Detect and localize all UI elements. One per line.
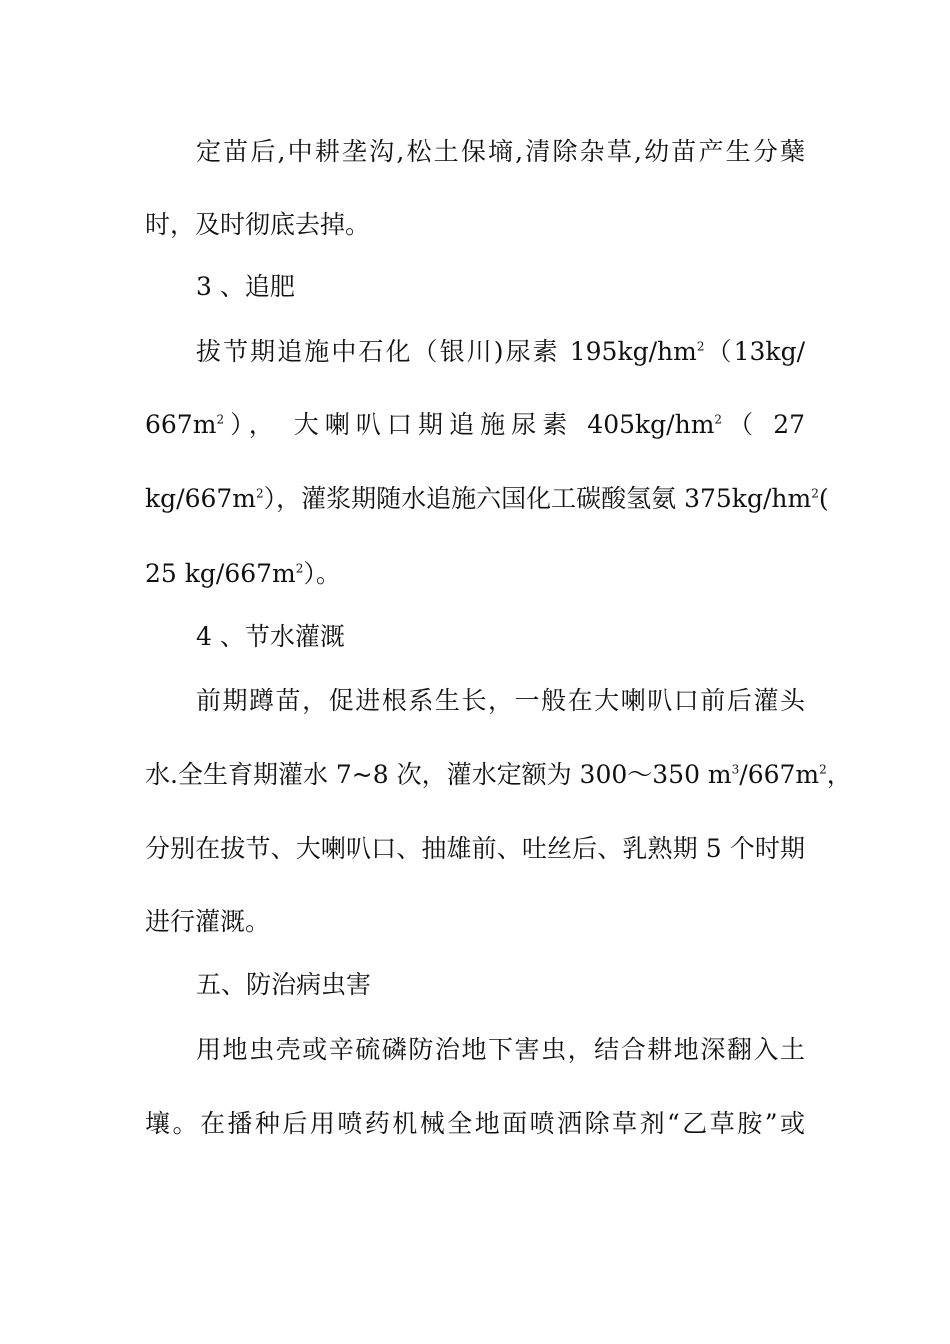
paragraph-line (196, 1032, 805, 1068)
paragraph-line (145, 207, 805, 243)
line-text: ）， 大喇叭口期追施尿素 405kg/hm (224, 410, 715, 439)
line-text: 分别在拔节、大喇叭口、抽雄前、吐丝后、乳熟期 5 个时期 (145, 834, 805, 863)
line-text: 拔节期追施中石化（银川)尿素 195kg/hm (196, 337, 697, 366)
line-text: 进行灌溉。 (145, 907, 271, 936)
line-text: （ 27 (722, 410, 806, 439)
line-text: 3 、追肥 (196, 272, 295, 301)
paragraph-line (145, 556, 805, 592)
line-text: ， (826, 760, 852, 789)
superscript: 3 (731, 762, 740, 777)
line-text: ( (818, 484, 829, 513)
paragraph-line (145, 407, 805, 443)
superscript: 2 (256, 486, 264, 501)
paragraph-line (196, 334, 805, 370)
line-text: 五、防治病虫害 (196, 970, 372, 999)
line-text: 4 、节水灌溉 (196, 622, 345, 651)
line-text: 用地虫壳或辛硫磷防治地下害虫，结合耕地深翻入土 (196, 1035, 805, 1064)
paragraph-line (196, 683, 805, 719)
superscript: 2 (714, 412, 723, 427)
paragraph-line (196, 134, 805, 170)
paragraph-line (145, 831, 805, 867)
line-text: 667m (145, 410, 217, 439)
superscript: 2 (696, 339, 705, 354)
paragraph-line (145, 1106, 805, 1142)
line-text: 25 kg/667m (145, 559, 296, 588)
paragraph-line (145, 904, 805, 940)
line-text: 壤。在播种后用喷药机械全地面喷洒除草剂“乙草胺”或 (145, 1109, 805, 1138)
line-text: 定苗后,中耕垄沟,松土保墒,清除杂草,幼苗产生分蘖 (196, 137, 805, 166)
superscript: 2 (295, 561, 304, 576)
line-text: 时，及时彻底去掉。 (145, 210, 371, 239)
section-heading (196, 967, 805, 1003)
section-heading (196, 269, 805, 305)
section-heading (196, 619, 805, 655)
paragraph-line (145, 757, 852, 793)
line-text: 水.全生育期灌水 7~8 次，灌水定额为 300～350 m (145, 760, 732, 789)
line-text: /667m (739, 760, 820, 789)
superscript: 2 (811, 486, 819, 501)
line-text: （13kg/ (704, 337, 805, 366)
line-text: ）。 (303, 559, 341, 588)
paragraph-line (145, 481, 829, 517)
superscript: 2 (216, 412, 225, 427)
superscript: 2 (819, 762, 827, 777)
line-text: ），灌浆期随水追施六国化工碳酸氢氨 375kg/hm (263, 484, 812, 513)
line-text: kg/667m (145, 484, 256, 513)
line-text: 前期蹲苗，促进根系生长，一般在大喇叭口前后灌头 (196, 686, 805, 715)
